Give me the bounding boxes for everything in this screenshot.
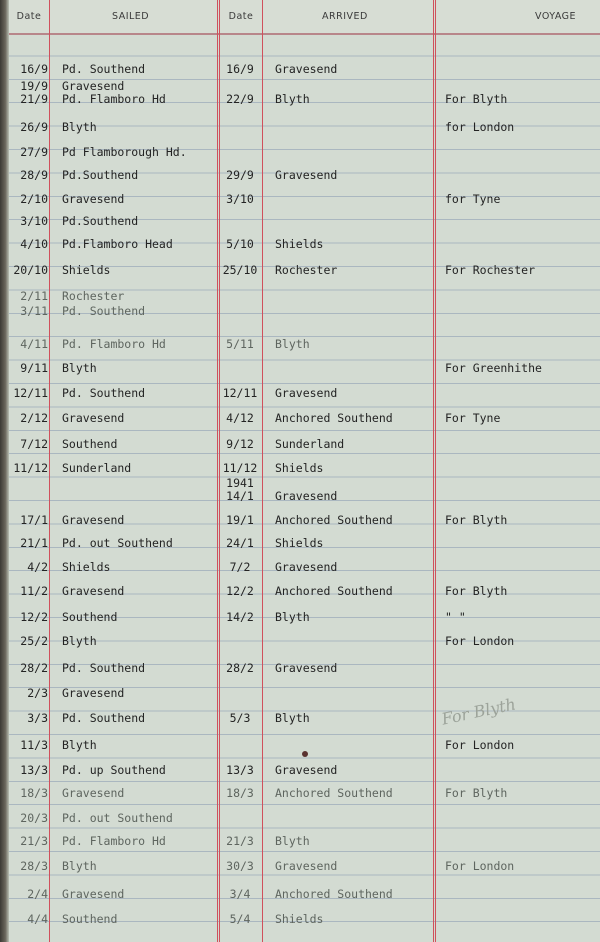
arrived-cell: Gravesend [275, 386, 338, 400]
sailed-cell: Southend [62, 610, 118, 624]
date-sailed-cell: 2/3 [27, 686, 48, 700]
sailed-cell: Gravesend [62, 686, 125, 700]
date-arrived-cell: 19/1 [226, 513, 254, 527]
date-sailed-cell: 7/12 [20, 437, 48, 451]
date-arrived-cell: 28/2 [226, 661, 254, 675]
sailed-cell: Pd. Flamboro Hd [62, 337, 166, 351]
date-arrived-cell: 12/2 [226, 584, 254, 598]
date-arrived-cell: 25/10 [222, 263, 258, 277]
header-date-sailed: Date [16, 11, 42, 22]
pencil-note: For Blyth [439, 694, 518, 729]
arrived-cell: Gravesend [275, 489, 338, 503]
voyage-cell: for Tyne [445, 192, 501, 206]
voyage-cell: for London [445, 120, 515, 134]
arrived-cell: Blyth [275, 337, 310, 351]
arrived-cell: Blyth [275, 711, 310, 725]
date-arrived-cell: 24/1 [226, 536, 254, 550]
sailed-cell: Blyth [62, 634, 97, 648]
sailed-cell: Pd. Southend [62, 304, 146, 318]
header-date-arrived: Date [228, 11, 254, 22]
date-arrived-cell: 21/3 [226, 834, 254, 848]
sailed-cell: Pd. Southend [62, 62, 146, 76]
date-arrived-cell: 3/4 [229, 887, 251, 901]
date-sailed-cell: 11/12 [13, 461, 48, 475]
arrived-cell: Gravesend [275, 560, 338, 574]
date-sailed-cell: 4/4 [27, 912, 48, 926]
date-sailed-cell: 26/9 [20, 120, 48, 134]
sailed-cell: Rochester [62, 289, 125, 303]
date-sailed-cell: 28/9 [20, 168, 48, 182]
date-sailed-cell: 2/4 [27, 887, 48, 901]
arrived-cell: Anchored Southend [275, 584, 393, 598]
sailed-cell: Gravesend [62, 584, 125, 598]
arrived-cell: Blyth [275, 92, 310, 106]
date-sailed-cell: 3/10 [20, 214, 48, 228]
voyage-cell: For London [445, 859, 515, 873]
arrived-cell: Gravesend [275, 859, 338, 873]
voyage-cell: For Tyne [445, 411, 501, 425]
date-sailed-cell: 13/3 [20, 763, 48, 777]
date-arrived-cell: 3/10 [226, 192, 254, 206]
date-arrived-cell: 5/3 [229, 711, 251, 725]
sailed-cell: Blyth [62, 361, 97, 375]
sailed-cell: Gravesend [62, 411, 125, 425]
sailed-cell: Pd. out Southend [62, 811, 173, 825]
date-sailed-cell: 20/3 [20, 811, 48, 825]
ink-spot [302, 751, 308, 757]
date-sailed-cell: 25/2 [20, 634, 48, 648]
date-sailed-cell: 4/11 [20, 337, 48, 351]
arrived-cell: Anchored Southend [275, 786, 393, 800]
sailed-cell: Pd. Flamboro Hd [62, 92, 166, 106]
date-sailed-cell: 11/2 [20, 584, 48, 598]
sailed-cell: Pd.Southend [62, 214, 139, 228]
sailed-cell: Shields [62, 263, 111, 277]
date-sailed-cell: 12/11 [13, 386, 48, 400]
voyage-cell: " " [445, 610, 466, 624]
sailed-cell: Blyth [62, 859, 97, 873]
date-sailed-cell: 16/9 [20, 62, 48, 76]
arrived-cell: Shields [275, 461, 324, 475]
column-divider [217, 0, 218, 942]
voyage-cell: For Blyth [445, 513, 508, 527]
voyage-cell: For Greenhithe [445, 361, 542, 375]
date-sailed-cell: 19/9 [20, 79, 48, 93]
date-sailed-cell: 4/10 [20, 237, 48, 251]
date-arrived-cell: 7/2 [229, 560, 251, 574]
date-arrived-cell: 22/9 [226, 92, 254, 106]
arrived-cell: Gravesend [275, 168, 338, 182]
date-arrived-cell: 14/2 [226, 610, 254, 624]
sailed-cell: Blyth [62, 120, 97, 134]
date-sailed-cell: 3/11 [20, 304, 48, 318]
date-sailed-cell: 12/2 [20, 610, 48, 624]
sailed-cell: Pd. Flamboro Hd [62, 834, 166, 848]
date-arrived-cell: 29/9 [226, 168, 254, 182]
arrived-cell: Gravesend [275, 661, 338, 675]
date-arrived-cell: 5/11 [226, 337, 254, 351]
date-arrived-cell: 18/3 [226, 786, 254, 800]
date-sailed-cell: 21/9 [20, 92, 48, 106]
arrived-cell: Rochester [275, 263, 338, 277]
date-sailed-cell: 2/12 [20, 411, 48, 425]
sailed-cell: Shields [62, 560, 111, 574]
arrived-cell: Sunderland [275, 437, 345, 451]
date-arrived-cell: 11/12 [222, 461, 258, 475]
column-divider [433, 0, 434, 942]
arrived-cell: Shields [275, 237, 324, 251]
voyage-cell: For Blyth [445, 92, 508, 106]
sailed-cell: Gravesend [62, 513, 125, 527]
sailed-cell: Pd. Southend [62, 661, 146, 675]
header-arrived: ARRIVED [322, 11, 368, 22]
binding-spine [0, 0, 9, 942]
date-arrived-cell: 30/3 [226, 859, 254, 873]
voyage-cell: For Rochester [445, 263, 536, 277]
date-sailed-cell: 27/9 [20, 145, 48, 159]
date-arrived-cell: 9/12 [226, 437, 254, 451]
column-divider [262, 0, 263, 942]
date-sailed-cell: 11/3 [20, 738, 48, 752]
date-arrived-cell: 1941 [226, 476, 254, 490]
arrived-cell: Blyth [275, 834, 310, 848]
header-sailed: SAILED [112, 11, 150, 22]
sailed-cell: Pd.Flamboro Head [62, 237, 173, 251]
sailed-cell: Pd. out Southend [62, 536, 173, 550]
voyage-cell: For Blyth [445, 786, 508, 800]
date-sailed-cell: 28/3 [20, 859, 48, 873]
arrived-cell: Shields [275, 536, 324, 550]
date-sailed-cell: 4/2 [27, 560, 48, 574]
arrived-cell: Anchored Southend [275, 513, 393, 527]
date-sailed-cell: 18/3 [20, 786, 48, 800]
date-arrived-cell: 14/1 [226, 489, 254, 503]
arrived-cell: Anchored Southend [275, 411, 393, 425]
arrived-cell: Gravesend [275, 763, 338, 777]
date-arrived-cell: 13/3 [226, 763, 254, 777]
date-sailed-cell: 28/2 [20, 661, 48, 675]
voyage-cell: For London [445, 634, 515, 648]
date-sailed-cell: 21/1 [20, 536, 48, 550]
header-voyage: VOYAGE [535, 11, 577, 22]
date-sailed-cell: 21/3 [20, 834, 48, 848]
header-band [0, 0, 600, 35]
column-divider [49, 0, 50, 942]
sailed-cell: Gravesend [62, 192, 125, 206]
voyage-cell: For Blyth [445, 584, 508, 598]
date-arrived-cell: 5/4 [229, 912, 251, 926]
arrived-cell: Gravesend [275, 62, 338, 76]
arrived-cell: Shields [275, 912, 324, 926]
date-sailed-cell: 20/10 [13, 263, 48, 277]
sailed-cell: Pd. Southend [62, 386, 146, 400]
sailed-cell: Gravesend [62, 79, 125, 93]
sailed-cell: Gravesend [62, 887, 125, 901]
date-sailed-cell: 2/10 [20, 192, 48, 206]
date-sailed-cell: 9/11 [20, 361, 48, 375]
sailed-cell: Pd. Southend [62, 711, 146, 725]
sailed-cell: Pd Flamborough Hd. [62, 145, 187, 159]
arrived-cell: Anchored Southend [275, 887, 393, 901]
voyage-cell: For London [445, 738, 515, 752]
date-sailed-cell: 3/3 [27, 711, 48, 725]
date-arrived-cell: 12/11 [222, 386, 258, 400]
date-sailed-cell: 17/1 [20, 513, 48, 527]
date-arrived-cell: 4/12 [226, 411, 254, 425]
arrived-cell: Blyth [275, 610, 310, 624]
sailed-cell: Pd.Southend [62, 168, 139, 182]
date-arrived-cell: 5/10 [226, 237, 254, 251]
sailed-cell: Gravesend [62, 786, 125, 800]
sailed-cell: Southend [62, 437, 118, 451]
sailed-cell: Pd. up Southend [62, 763, 166, 777]
date-arrived-cell: 16/9 [226, 62, 254, 76]
sailed-cell: Blyth [62, 738, 97, 752]
date-sailed-cell: 2/11 [20, 289, 48, 303]
sailed-cell: Southend [62, 912, 118, 926]
sailed-cell: Sunderland [62, 461, 132, 475]
